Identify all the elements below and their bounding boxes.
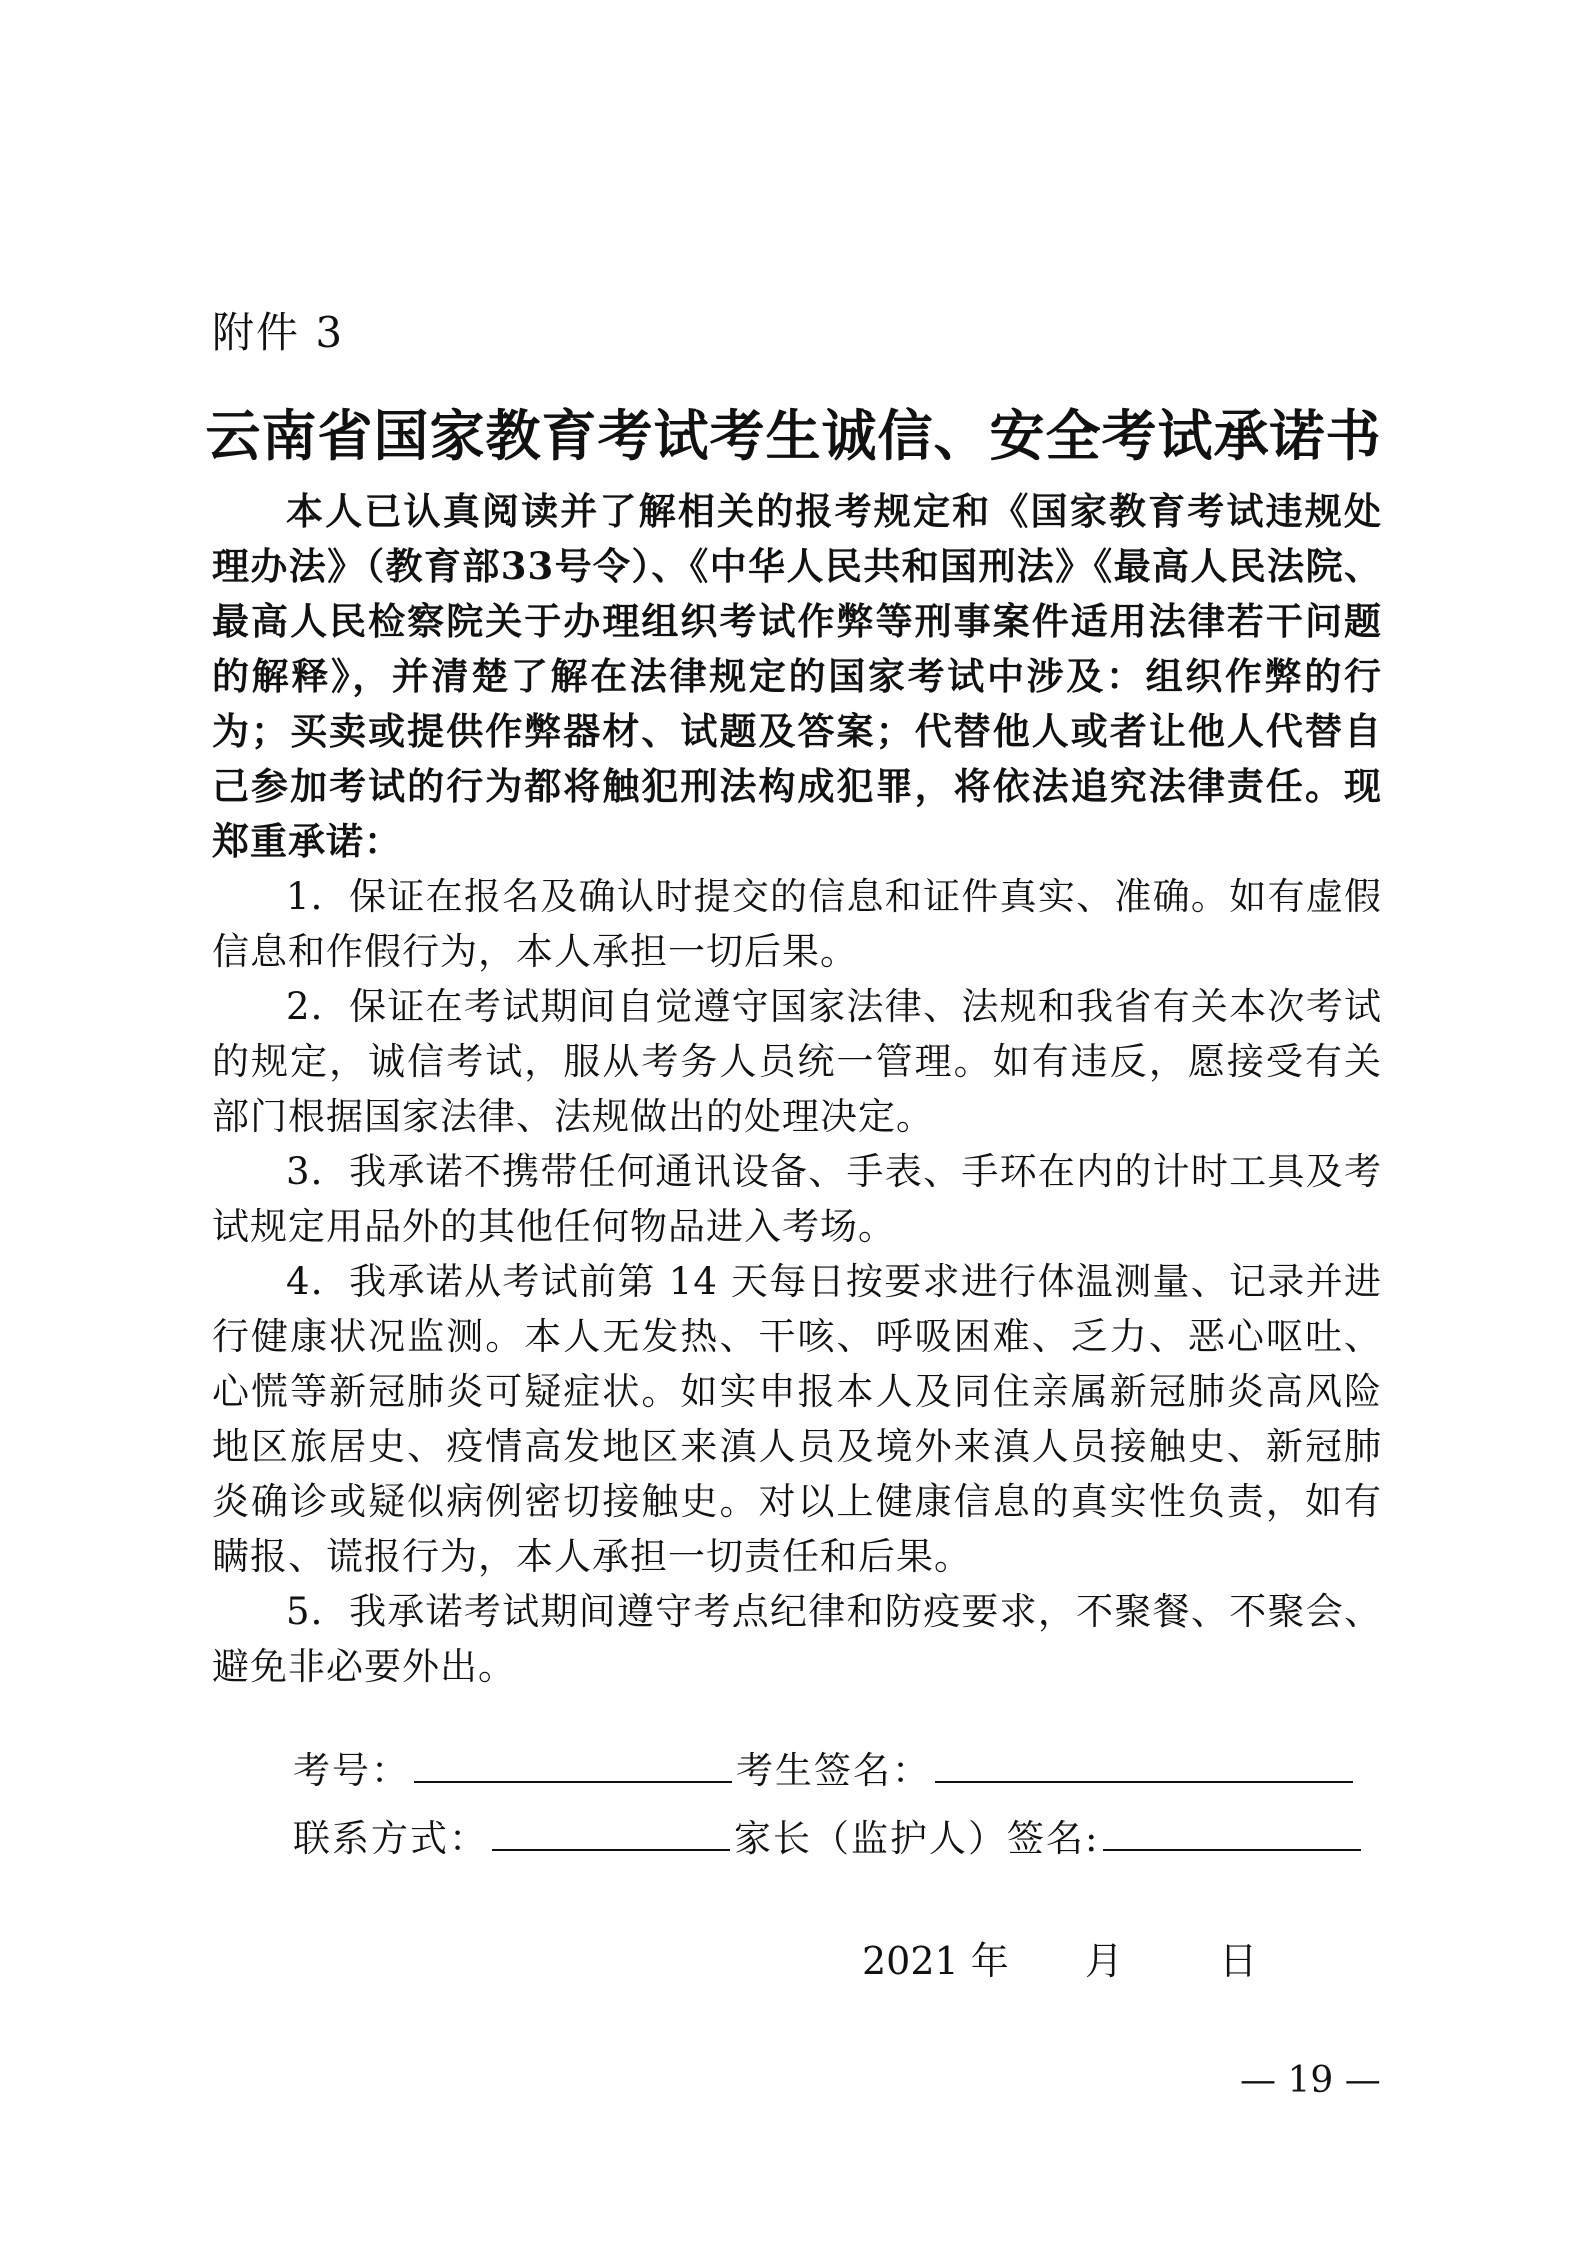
- pledge-item-3: 3．我承诺不携带任何通讯设备、手表、手环在内的计时工具及考试规定用品外的其他任何物品进入考场。: [212, 1150, 1382, 1248]
- exam-number-field[interactable]: [414, 1747, 732, 1783]
- page-number: — 19 —: [1240, 2060, 1381, 2101]
- candidate-signature-label: 考生签名：: [736, 1749, 931, 1792]
- guardian-signature-field[interactable]: [1103, 1815, 1361, 1851]
- contact-field[interactable]: [492, 1815, 730, 1851]
- pledge-body: [212, 484, 1382, 1694]
- intro-paragraph: 本人已认真阅读并了解相关的报考规定和《国家教育考试违规处理办法》（教育部33号令）、《中华人民共和国刑法》《最高人民法院、最高人民检察院关于办理组织考试作弊等刑事案件适用法律若干问题的解释》，并清楚了解在法律规定的国家考试中涉及：组织作弊的行为；买卖或提供作弊器材、试题及答案；代替他人或者让他人代替自己参加考试的行为都将触犯刑法构成犯罪，将依法追究法律责任。现郑重承诺：: [212, 489, 1382, 863]
- date-day: 日: [1219, 1939, 1258, 1983]
- guardian-signature-label: 家长（监护人）签名:: [734, 1817, 1100, 1860]
- date-year: 2021 年: [862, 1939, 1009, 1983]
- contact-label: 联系方式：: [293, 1817, 488, 1860]
- exam-number-label: 考号：: [293, 1749, 410, 1792]
- candidate-signature-field[interactable]: [935, 1747, 1353, 1783]
- date-line: [862, 1930, 1257, 1985]
- signature-row-2: [293, 1808, 1365, 1862]
- date-month: 月: [1084, 1939, 1123, 1983]
- signature-row-1: [293, 1740, 1357, 1794]
- pledge-item-5: 5．我承诺考试期间遵守考点纪律和防疫要求，不聚餐、不聚会、避免非必要外出。: [212, 1590, 1382, 1688]
- document-title: 云南省国家教育考试考生诚信、安全考试承诺书: [205, 403, 1382, 468]
- attachment-label: 附件 3: [212, 308, 345, 357]
- pledge-item-1: 1．保证在报名及确认时提交的信息和证件真实、准确。如有虚假信息和作假行为，本人承担一切后果。: [212, 875, 1382, 973]
- pledge-item-4: 4．我承诺从考试前第 14 天每日按要求进行体温测量、记录并进行健康状况监测。本人无发热、干咳、呼吸困难、乏力、恶心呕吐、心慌等新冠肺炎可疑症状。如实申报本人及同住亲属新冠肺炎高风险地区旅居史、疫情高发地区来滇人员及境外来滇人员接触史、新冠肺炎确诊或疑似病例密切接触史。对以上健康信息的真实性负责，如有瞒报、谎报行为，本人承担一切责任和后果。: [212, 1260, 1382, 1578]
- pledge-item-2: 2．保证在考试期间自觉遵守国家法律、法规和我省有关本次考试的规定，诚信考试，服从考务人员统一管理。如有违反，愿接受有关部门根据国家法律、法规做出的处理决定。: [212, 985, 1382, 1138]
